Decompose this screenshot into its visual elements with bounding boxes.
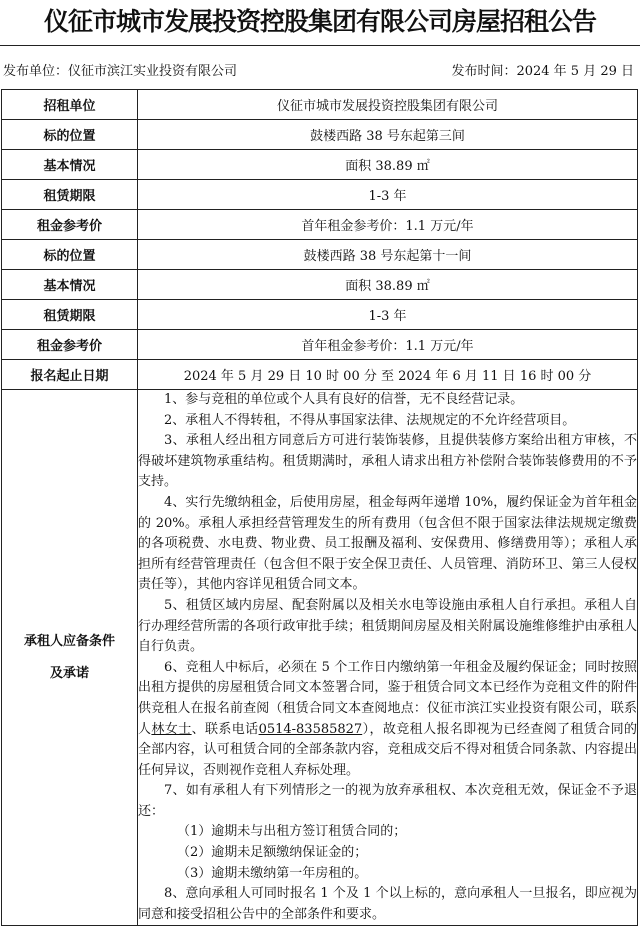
term-text: ），故竞租人报名即视为已经查阅了租赁合同的全部内容，认可租赁合同的全部条款内容，竞租成交后不得对租赁合同条款、内容提出任何异议，否则视作竞租人弃标处理。: [138, 721, 637, 778]
table-row: [2, 180, 638, 210]
term-paragraph: 7、如有承租人有下列情形之一的视为放弃承租权、本次竞租无效，保证金不予退还：: [138, 783, 637, 819]
row-label: 租赁期限: [2, 180, 138, 210]
row-value: 2024 年 5 月 29 日 10 时 00 分 至 2024 年 6 月 11 日 16 时 00 分: [138, 360, 638, 390]
table-row: [2, 270, 638, 300]
row-value: 面积 38.89 ㎡: [138, 150, 638, 180]
table-row: [2, 210, 638, 240]
row-value: 面积 38.89 ㎡: [138, 270, 638, 300]
row-label: 招租单位: [2, 90, 138, 120]
term-subitem: （2）逾期未足额缴纳保证金的；: [177, 845, 368, 861]
terms-body: [138, 390, 638, 926]
page-title: 仪征市城市发展投资控股集团有限公司房屋招租公告: [43, 7, 596, 36]
term-paragraph: 5、租赁区域内房屋、配套附属以及相关水电等设施由承租人自行承担。承租人自行办理经营所需的各项行政审批手续；租赁期间房屋及相关附属设施维修维护由承租人自行负责。: [138, 597, 637, 655]
row-label: 基本情况: [2, 150, 138, 180]
term-paragraph: 1、参与竞租的单位或个人具有良好的信誉，无不良经营记录。: [164, 392, 524, 407]
row-value: 首年租金参考价：1.1 万元/年: [138, 330, 638, 360]
row-value: 仪征市城市发展投资控股集团有限公司: [138, 90, 638, 120]
table-row: [2, 360, 638, 390]
table-row: [2, 330, 638, 360]
terms-label-line: 及承诺: [49, 665, 89, 681]
term-text: 6、竞租人中标后，必须在 5 个工作日内缴纳第一年租金及履约保证金；同时按照出租方提供的房屋租赁合同文本签署合同，鉴于租赁合同文本已经作为竞租文件的附件供竞租人在报名前查阅（租赁合同文本查阅地点：仪征市滨江实业投资有限公司，联系人: [138, 659, 637, 737]
terms-row: [2, 390, 638, 926]
publisher-label: 发布单位：仪征市滨江实业投资有限公司: [3, 64, 238, 79]
row-label: 租金参考价: [2, 210, 138, 240]
row-label: 报名起止日期: [2, 360, 138, 390]
row-value: 鼓楼西路 38 号东起第三间: [138, 120, 638, 150]
term-subitem: （1）逾期未与出租方签订租赁合同的；: [177, 824, 407, 840]
row-value: 鼓楼西路 38 号东起第十一间: [138, 240, 638, 270]
term-paragraph: 4、实行先缴纳租金，后使用房屋，租金每两年递增 10%，履约保证金为首年租金的 20%。承租人承担经营管理发生的所有费用（包含但不限于国家法律法规规定缴费的各项税费、水电费、物业费、员工报酬及福利、安保费用、修缮费用等）；承租人承担所有经营管理责任（包含但不限于安全保卫责任、人员管理、消防环卫、第三人侵权责任等），其他内容详见租赁合同文本。: [138, 494, 637, 593]
row-label: 租赁期限: [2, 300, 138, 330]
table-row: [2, 90, 638, 120]
row-value: 首年租金参考价：1.1 万元/年: [138, 210, 638, 240]
notice-table: [1, 89, 638, 926]
term-paragraph: [138, 658, 637, 782]
table-row: [2, 300, 638, 330]
term-paragraph: 2、承租人不得转租，不得从事国家法律、法规规定的不允许经营项目。: [164, 412, 576, 428]
terms-label: [2, 390, 138, 926]
title-divider: [0, 45, 640, 46]
row-value: 1-3 年: [138, 300, 638, 330]
row-label: 标的位置: [2, 120, 138, 150]
table-row: [2, 150, 638, 180]
row-label: 基本情况: [2, 270, 138, 300]
contact-name: 林女士: [151, 721, 192, 737]
term-paragraph: 3、承租人经出租方同意后方可进行装饰装修，且提供装修方案给出租方审核，不得破坏建筑物承重结构。租赁期满时，承租人请求出租方补偿附合装饰装修费用的不予支持。: [138, 433, 637, 490]
row-label: 租金参考价: [2, 330, 138, 360]
term-paragraph: 8、意向承租人可同时报名 1 个及 1 个以上标的，意向承租人一旦报名，即应视为同意和接受招租公告中的全部条件和要求。: [138, 886, 637, 922]
row-label: 标的位置: [2, 240, 138, 270]
contact-phone: 0514-83585827: [258, 721, 363, 737]
table-row: [2, 240, 638, 270]
terms-label-line: 承租人应备条件: [23, 633, 115, 649]
table-row: [2, 120, 638, 150]
row-value: 1-3 年: [138, 180, 638, 210]
term-text: 、联系电话: [191, 721, 259, 737]
publish-time: 发布时间：2024 年 5 月 29 日: [451, 64, 634, 79]
term-subitem: （3）逾期未缴纳第一年房租的。: [177, 865, 368, 881]
